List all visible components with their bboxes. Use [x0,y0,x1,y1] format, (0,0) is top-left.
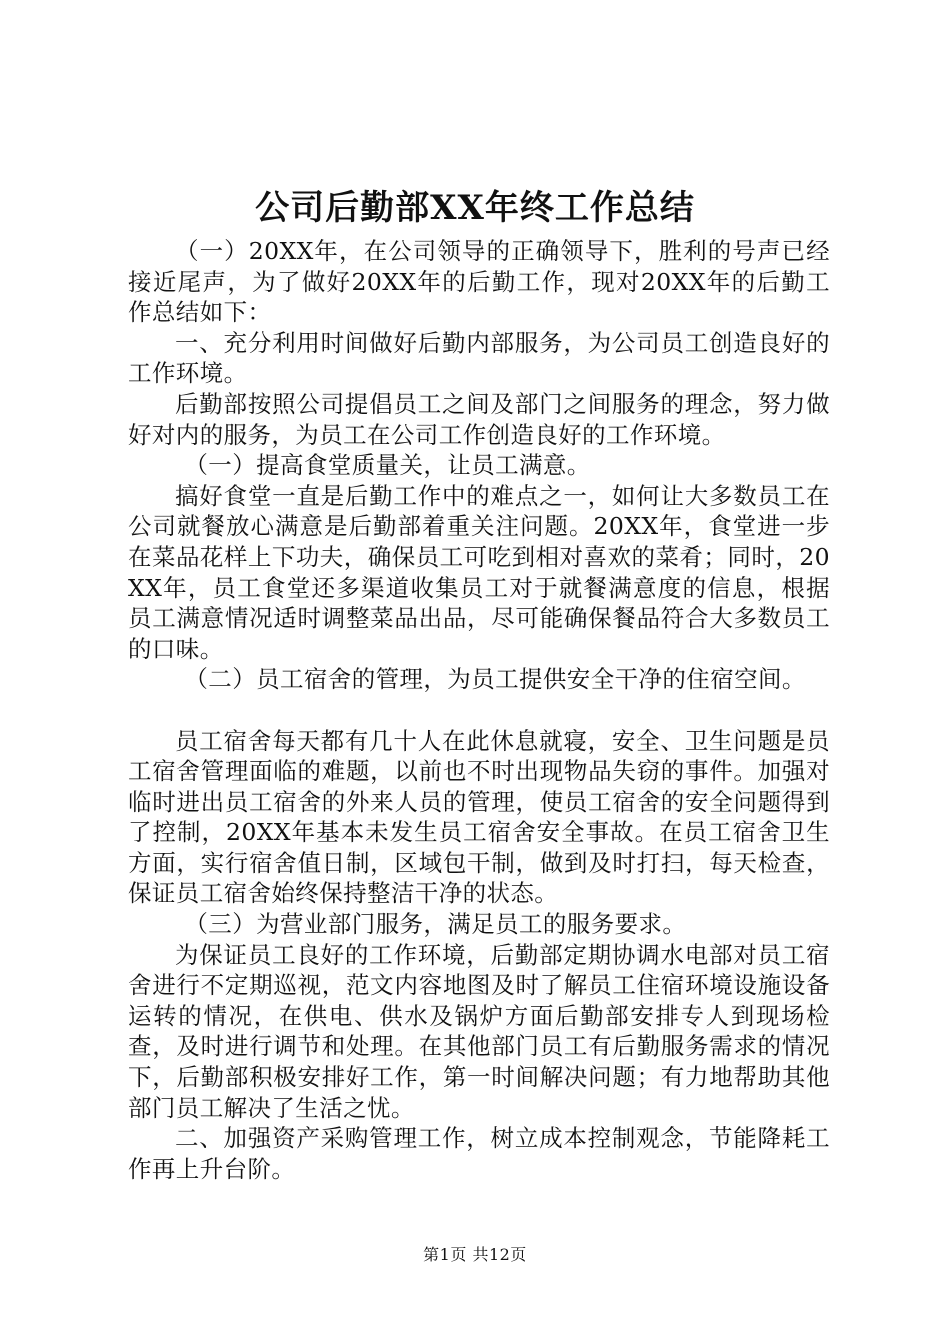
document-body [128,236,830,1184]
subsection-heading-1: （一）提高食堂质量关，让员工满意。 [184,451,591,480]
page-footer: 第1页 共12页 [423,1245,527,1264]
document-title: 公司后勤部XX年终工作总结 [255,188,695,228]
paragraph: 员工宿舍每天都有几十人在此休息就寝，安全、卫生问题是员工宿舍管理面临的难题，以前也不时出现物品失窃的事件。加强对临时进出员工宿舍的外来人员的管理，使员工宿舍的安全问题得到了控制，20XX年基本未发生员工宿舍安全事故。在员工宿舍卫生方面，实行宿舍值日制，区域包干制，做到及时打扫，每天检查，保证员工宿舍始终保持整洁干净的状态。 [128,726,830,908]
blank-line [128,695,830,726]
section-heading-1: 一、充分利用时间做好后勤内部服务，为公司员工创造良好的工作环境。 [128,328,830,388]
subsection-heading-2: （二）员工宿舍的管理，为员工提供安全干净的住宿空间。 [184,665,806,694]
paragraph: 为保证员工良好的工作环境，后勤部定期协调水电部对员工宿舍进行不定期巡视，范文内容地图及时了解员工住宿环境设施设备运转的情况，在供电、供水及锅炉方面后勤部安排专人到现场检查，及时进行调节和处理。在其他部门员工有后勤服务需求的情况下，后勤部积极安排好工作，第一时间解决问题；有力地帮助其他部门员工解决了生活之忧。 [128,940,830,1122]
paragraph: 搞好食堂一直是后勤工作中的难点之一，如何让大多数员工在公司就餐放心满意是后勤部着重关注问题。20XX年，食堂进一步在菜品花样上下功夫，确保员工可吃到相对喜欢的菜肴；同时，20XX年，员工食堂还多渠道收集员工对于就餐满意度的信息，根据员工满意情况适时调整菜品出品，尽可能确保餐品符合大多数员工的口味。 [128,481,830,663]
paragraph: 后勤部按照公司提倡员工之间及部门之间服务的理念，努力做好对内的服务，为员工在公司工作创造良好的工作环境。 [128,389,830,449]
subsection-heading-3: （三）为营业部门服务，满足员工的服务要求。 [184,910,687,939]
paragraph-intro: （一）20XX年，在公司领导的正确领导下，胜利的号声已经接近尾声，为了做好20XX年的后勤工作，现对20XX年的后勤工作总结如下： [128,237,830,327]
section-heading-2: 二、加强资产采购管理工作，树立成本控制观念，节能降耗工作再上升台阶。 [128,1124,830,1183]
